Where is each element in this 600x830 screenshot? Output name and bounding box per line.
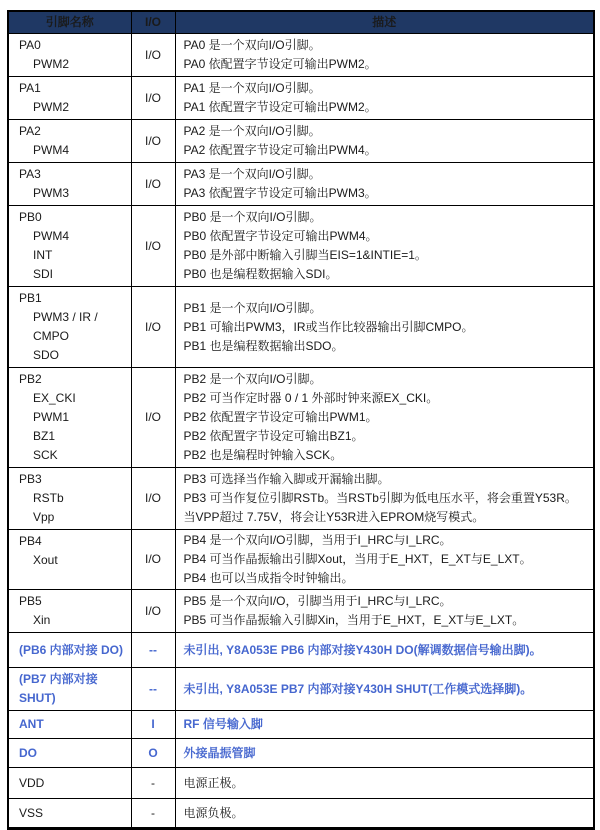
pin-name-label: PA2 bbox=[19, 124, 41, 138]
io-cell: - bbox=[131, 768, 175, 799]
description-cell bbox=[175, 120, 594, 163]
pin-function-label: Xout bbox=[33, 553, 58, 567]
table-row bbox=[8, 711, 594, 739]
pin-function-label: PWM2 bbox=[33, 100, 69, 114]
pin-function-label: RSTb bbox=[33, 491, 64, 505]
description-line: PA0 是一个双向I/O引脚。 bbox=[183, 38, 321, 52]
description-line: PB0 是外部中断输入引脚当EIS=1&INTIE=1。 bbox=[183, 248, 427, 262]
pin-name-cell bbox=[8, 77, 131, 120]
pin-name-cell bbox=[8, 590, 131, 633]
description-cell bbox=[175, 77, 594, 120]
description-line: 未引出, Y8A053E PB6 内部对接Y430H DO(解调数据信号输出脚)。 bbox=[183, 642, 542, 657]
io-cell: I/O bbox=[131, 590, 175, 633]
table-row bbox=[8, 633, 594, 668]
io-cell: I/O bbox=[131, 368, 175, 468]
description-line: PA3 依配置字节设定可输出PWM3。 bbox=[183, 186, 377, 200]
pin-function-label: INT bbox=[33, 248, 53, 262]
description-line: PA1 是一个双向I/O引脚。 bbox=[183, 81, 321, 95]
pin-function-label: SDO bbox=[33, 348, 60, 362]
description-cell bbox=[175, 799, 594, 829]
description-cell bbox=[175, 711, 594, 739]
description-line: 未引出, Y8A053E PB7 内部对接Y430H SHUT(工作模式选择脚)。 bbox=[183, 681, 533, 696]
io-cell: - bbox=[131, 799, 175, 829]
pin-description-table bbox=[7, 10, 595, 830]
description-line: PB5 可当作晶振输入引脚Xin，当用于E_HXT，E_XT与E_LXT。 bbox=[183, 613, 525, 627]
pin-function-label: BZ1 bbox=[33, 429, 56, 443]
description-line: PB2 也是编程时钟输入SCK。 bbox=[183, 448, 343, 462]
description-line: PB1 是一个双向I/O引脚。 bbox=[183, 300, 322, 315]
io-cell: I/O bbox=[131, 468, 175, 530]
pin-function-label: Xin bbox=[33, 613, 51, 627]
pin-function-label: EX_CKI bbox=[33, 391, 76, 405]
pin-name-label: PB2 bbox=[19, 372, 42, 386]
description-line: PA2 是一个双向I/O引脚。 bbox=[183, 124, 321, 138]
pin-name-cell bbox=[8, 287, 131, 368]
pin-name-cell bbox=[8, 206, 131, 287]
description-line: PB0 依配置字节设定可输出PWM4。 bbox=[183, 229, 378, 243]
description-cell bbox=[175, 768, 594, 799]
description-line: PB4 是一个双向I/O引脚，当用于I_HRC与I_LRC。 bbox=[183, 533, 452, 547]
pin-function-label: Vpp bbox=[33, 510, 55, 524]
pin-name-cell bbox=[8, 633, 131, 668]
description-line: PA3 是一个双向I/O引脚。 bbox=[183, 167, 321, 181]
column-header-io: I/O bbox=[131, 11, 175, 34]
table-row bbox=[8, 206, 594, 287]
pin-name-cell bbox=[8, 368, 131, 468]
pin-name-cell bbox=[8, 530, 131, 590]
description-line: PB5 是一个双向I/O，引脚当用于I_HRC与I_LRC。 bbox=[183, 594, 452, 608]
pin-name-label: PB0 bbox=[19, 210, 42, 224]
io-cell: O bbox=[131, 739, 175, 768]
pin-function-label: PWM1 bbox=[33, 410, 69, 424]
pin-name-label: (PB7 内部对接 SHUT) bbox=[19, 672, 98, 705]
pin-table-body bbox=[8, 34, 594, 829]
description-cell bbox=[175, 668, 594, 711]
pin-name-cell bbox=[8, 163, 131, 206]
pin-name-cell bbox=[8, 120, 131, 163]
table-row bbox=[8, 77, 594, 120]
description-line: PB4 也可以当成指令时钟输出。 bbox=[183, 571, 354, 585]
io-cell: -- bbox=[131, 633, 175, 668]
pin-name-cell bbox=[8, 768, 131, 799]
column-header-description: 描述 bbox=[175, 11, 594, 34]
description-cell bbox=[175, 163, 594, 206]
description-line: PB0 是一个双向I/O引脚。 bbox=[183, 210, 322, 224]
table-row bbox=[8, 668, 594, 711]
description-line: RF 信号输入脚 bbox=[183, 717, 263, 731]
pin-name-cell bbox=[8, 668, 131, 711]
table-row bbox=[8, 799, 594, 829]
description-cell bbox=[175, 34, 594, 77]
description-line: PB2 可当作定时器 0 / 1 外部时钟来源EX_CKI。 bbox=[183, 391, 439, 405]
pin-name-cell bbox=[8, 34, 131, 77]
pin-function-label: PWM3 bbox=[33, 186, 69, 200]
description-line: PB0 也是编程数据输入SDI。 bbox=[183, 267, 338, 281]
description-line: PB2 依配置字节设定可输出BZ1。 bbox=[183, 429, 364, 443]
table-row bbox=[8, 163, 594, 206]
pin-name-label: PB4 bbox=[19, 534, 42, 548]
description-line: PA1 依配置字节设定可输出PWM2。 bbox=[183, 100, 377, 114]
description-line: 电源正极。 bbox=[183, 775, 244, 790]
table-row bbox=[8, 287, 594, 368]
pin-function-label: PWM3 / IR / CMPO bbox=[33, 310, 98, 343]
pin-name-label: PB5 bbox=[19, 594, 42, 608]
column-header-pin-name: 引脚名称 bbox=[8, 11, 131, 34]
pin-function-label: SDI bbox=[33, 267, 54, 281]
pin-name-label: (PB6 内部对接 DO) bbox=[19, 642, 124, 657]
pin-name-cell bbox=[8, 739, 131, 768]
description-cell bbox=[175, 368, 594, 468]
description-line: PA0 依配置字节设定可输出PWM2。 bbox=[183, 57, 377, 71]
table-row bbox=[8, 768, 594, 799]
description-line: PB1 可输出PWM3，IR或当作比较器输出引脚CMPO。 bbox=[183, 319, 474, 334]
io-cell: I/O bbox=[131, 287, 175, 368]
description-line: 外接晶振管脚 bbox=[183, 745, 256, 760]
description-line: 电源负极。 bbox=[183, 805, 244, 820]
pin-function-label: PWM4 bbox=[33, 229, 69, 243]
pin-function-label: PWM4 bbox=[33, 143, 69, 157]
description-line: PB2 依配置字节设定可输出PWM1。 bbox=[183, 410, 378, 424]
pin-name-cell bbox=[8, 468, 131, 530]
io-cell: I/O bbox=[131, 206, 175, 287]
pin-name-label: PA3 bbox=[19, 167, 41, 181]
io-cell: -- bbox=[131, 668, 175, 711]
io-cell: I/O bbox=[131, 34, 175, 77]
description-line: PB4 可当作晶振输出引脚Xout，当用于E_HXT，E_XT与E_LXT。 bbox=[183, 552, 532, 566]
pin-name-cell bbox=[8, 799, 131, 829]
pin-name-label: PB1 bbox=[19, 291, 42, 305]
description-cell bbox=[175, 739, 594, 768]
table-row bbox=[8, 739, 594, 768]
io-cell: I/O bbox=[131, 530, 175, 590]
description-line: PB3 可选择当作输入脚或开漏输出脚。 bbox=[183, 472, 390, 486]
description-cell bbox=[175, 206, 594, 287]
description-cell bbox=[175, 468, 594, 530]
pin-function-label: PWM2 bbox=[33, 57, 69, 71]
pin-name-label: PB3 bbox=[19, 472, 42, 486]
table-row bbox=[8, 368, 594, 468]
pin-name-cell bbox=[8, 711, 131, 739]
table-row bbox=[8, 120, 594, 163]
description-line: PA2 依配置字节设定可输出PWM4。 bbox=[183, 143, 377, 157]
table-row bbox=[8, 34, 594, 77]
pin-name-label: VDD bbox=[19, 775, 45, 790]
table-header-row bbox=[8, 11, 594, 34]
description-line: 当VPP超过 7.75V，将会让Y53R进入EPROM烧写模式。 bbox=[183, 510, 485, 524]
description-line: PB1 也是编程数据输出SDO。 bbox=[183, 338, 344, 353]
pin-name-label: VSS bbox=[19, 805, 44, 820]
description-line: PB3 可当作复位引脚RSTb。当RSTb引脚为低电压水平，将会重置Y53R。 bbox=[183, 491, 577, 505]
table-row bbox=[8, 468, 594, 530]
pin-name-label: ANT bbox=[19, 717, 44, 731]
pin-function-label: SCK bbox=[33, 448, 58, 462]
io-cell: I bbox=[131, 711, 175, 739]
description-cell bbox=[175, 590, 594, 633]
pin-name-label: PA1 bbox=[19, 81, 41, 95]
description-line: PB2 是一个双向I/O引脚。 bbox=[183, 372, 322, 386]
description-cell bbox=[175, 633, 594, 668]
io-cell: I/O bbox=[131, 120, 175, 163]
description-cell bbox=[175, 287, 594, 368]
io-cell: I/O bbox=[131, 77, 175, 120]
description-cell bbox=[175, 530, 594, 590]
pin-name-label: DO bbox=[19, 745, 37, 760]
io-cell: I/O bbox=[131, 163, 175, 206]
table-row bbox=[8, 590, 594, 633]
table-row bbox=[8, 530, 594, 590]
pin-name-label: PA0 bbox=[19, 38, 41, 52]
